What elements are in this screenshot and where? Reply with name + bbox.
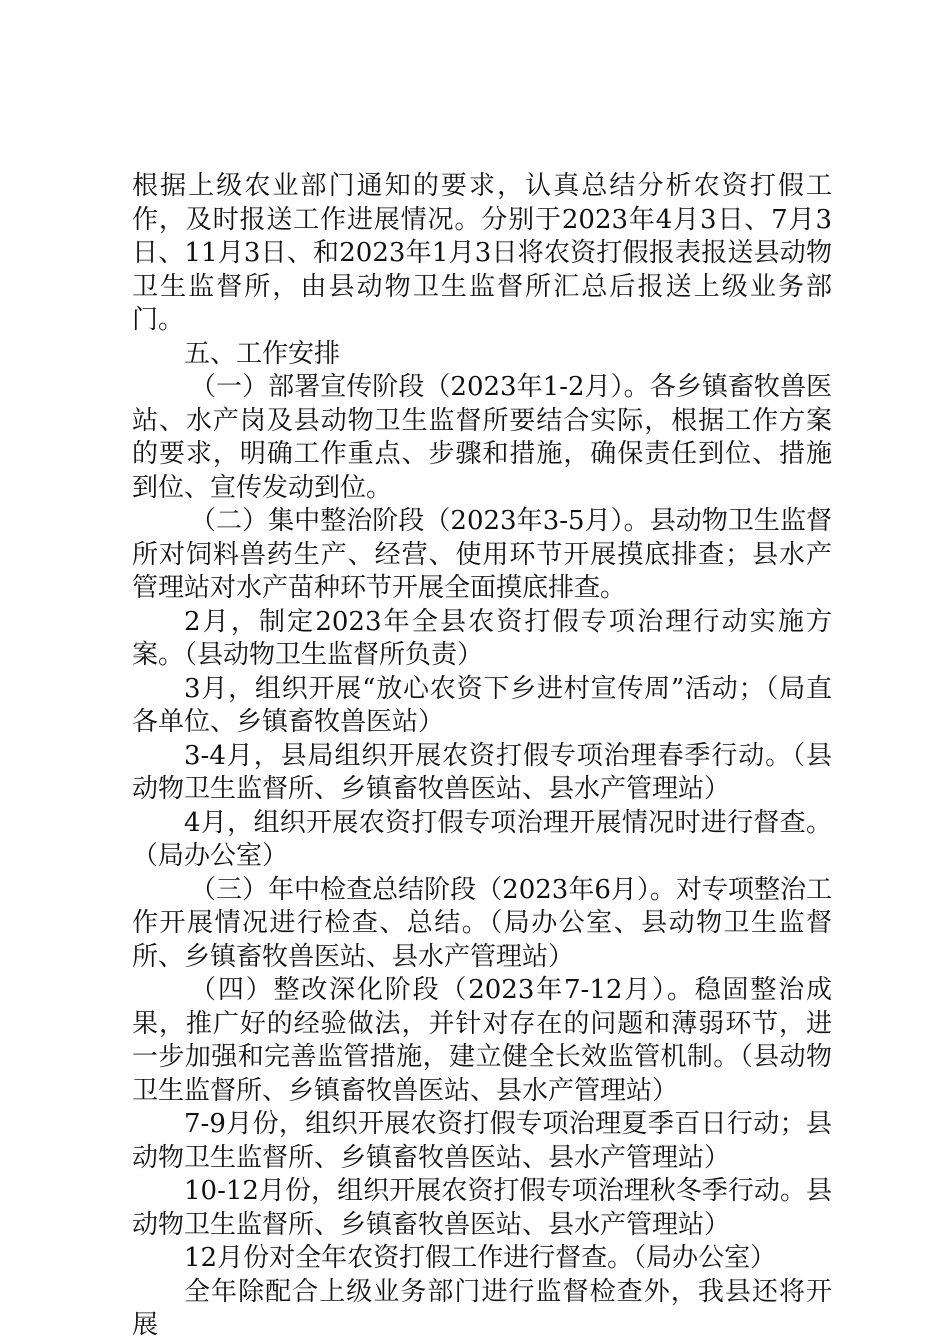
- paragraph-april: 4月，组织开展农资打假专项治理开展情况时进行督查。（局办公室）: [132, 807, 832, 871]
- paragraph-february: 2月，制定2023年全县农资打假专项治理行动实施方案。（县动物卫生监督所负责）: [132, 606, 832, 670]
- paragraph-march: 3月，组织开展“放心农资下乡进村宣传周”活动；（局直各单位、乡镇畜牧兽医站）: [132, 673, 832, 737]
- document-body: [132, 170, 832, 1343]
- paragraph-stage-one: （一）部署宣传阶段（2023年1-2月）。各乡镇畜牧兽医站、水产岗及县动物卫生监督所要结合实际，根据工作方案的要求，明确工作重点、步骤和措施，确保责任到位、措施到位、宣传发动到位。: [132, 372, 832, 503]
- paragraph-march-april: 3-4月，县局组织开展农资打假专项治理春季行动。（县动物卫生监督所、乡镇畜牧兽医站、县水产管理站）: [132, 740, 832, 804]
- paragraph-october-december: 10-12月份，组织开展农资打假专项治理秋冬季行动。县动物卫生监督所、乡镇畜牧兽医站、县水产管理站）: [132, 1176, 832, 1240]
- paragraph-stage-three: （三）年中检查总结阶段（2023年6月）。对专项整治工作开展情况进行检查、总结。（局办公室、县动物卫生监督所、乡镇畜牧兽医站、县水产管理站）: [132, 874, 832, 972]
- section-heading-work-arrangement: 五、工作安排: [184, 338, 341, 369]
- paragraph-stage-two: （二）集中整治阶段（2023年3-5月）。县动物卫生监督所对饲料兽药生产、经营、使用环节开展摸底排查；县水产管理站对水产苗种环节开展全面摸底排查。: [132, 506, 832, 603]
- paragraph-reporting: 根据上级农业部门通知的要求，认真总结分析农资打假工作，及时报送工作进展情况。分别于2023年4月3日、7月3日、11月3日、和2023年1月3日将农资打假报表报送县动物卫生监督所，由县动物卫生监督所汇总后报送上级业务部门。: [132, 171, 832, 335]
- paragraph-stage-four: （四）整改深化阶段（2023年7-12月）。稳固整治成果，推广好的经验做法，并针对存在的问题和薄弱环节，进一步加强和完善监管措施，建立健全长效监管机制。（县动物卫生监督所、乡镇畜牧兽医站、县水产管理站）: [132, 975, 832, 1106]
- paragraph-year-round: 全年除配合上级业务部门进行监督检查外，我县还将开展: [132, 1276, 832, 1340]
- paragraph-july-september: 7-9月份，组织开展农资打假专项治理夏季百日行动；县动物卫生监督所、乡镇畜牧兽医站、县水产管理站）: [132, 1109, 832, 1173]
- paragraph-december: 12月份对全年农资打假工作进行督查。（局办公室）: [184, 1243, 777, 1273]
